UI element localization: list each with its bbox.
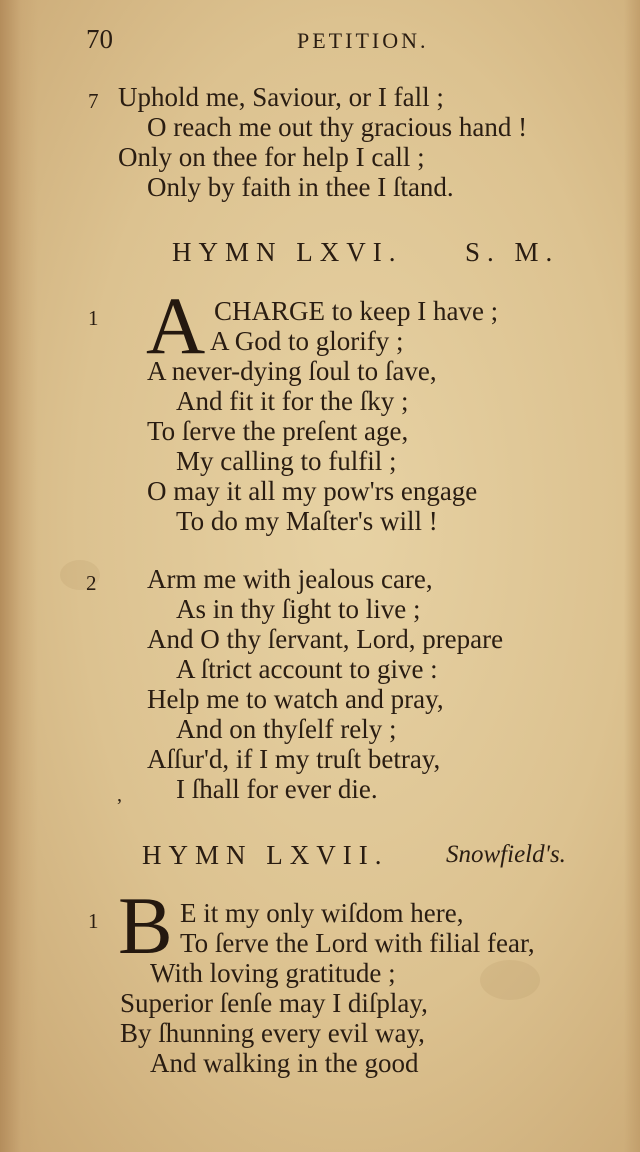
verse-number: 1 [88,306,99,330]
verse-line: To ſerve the preſent age, [147,416,409,446]
verse-line: E it my only wiſdom here, [180,898,464,928]
verse-line: Help me to watch and pray, [147,684,444,714]
verse-line: A never-dying ſoul to ſave, [147,356,437,386]
page-number: 70 [86,24,113,54]
verse-line: To do my Maſter's will ! [176,506,438,536]
verse-line: And O thy ſervant, Lord, prepare [147,624,504,654]
verse-line: Uphold me, Saviour, or I fall ; [118,82,444,112]
verse-line: Aſſur'd, if I my truſt betray, [147,744,441,774]
verse-line: And on thyſelf rely ; [176,714,397,744]
hymn-title: HYMN LXVII. [142,840,389,870]
verse-line: Only by faith in thee I ſtand. [147,172,454,202]
verse-line: As in thy ſight to live ; [176,594,421,624]
hymn-title: HYMN LXVI. [172,237,403,267]
margin-mark: , [117,784,122,806]
verse-line: A ſtrict account to give : [176,654,438,684]
verse-number: 1 [88,909,99,933]
running-head: PETITION. [297,28,429,53]
verse-number: 2 [86,571,97,595]
verse-number: 7 [88,89,99,113]
verse-line: Arm me with jealous care, [147,564,433,594]
verse-line: Only on thee for help I call ; [118,142,425,172]
verse-line: O reach me out thy gracious hand ! [147,112,528,142]
verse-line: By ſhunning every evil way, [120,1018,425,1048]
verse-line: CHARGE to keep I have ; [214,296,499,326]
verse-line: And walking in the good [150,1048,419,1078]
verse-line: O may it all my pow'rs engage [147,476,478,506]
verse-line: With loving gratitude ; [150,958,396,988]
verse-line: I ſhall for ever die. [176,774,378,804]
verse-line: And fit it for the ſky ; [176,386,409,416]
drop-cap: A [146,280,206,371]
verse-line: My calling to fulfil ; [176,446,397,476]
paper-stain [480,960,540,1000]
page-edge-shadow-left [0,0,38,1152]
drop-cap: B [118,880,173,971]
hymn-meter: S. M. [465,237,560,267]
verse-line: Superior ſenſe may I diſplay, [120,988,428,1018]
verse-line: A God to glorify ; [210,326,404,356]
hymn-tune: Snowfield's. [446,841,566,868]
verse-line: To ſerve the Lord with filial fear, [180,928,535,958]
page-edge-shadow-right [624,0,640,1152]
